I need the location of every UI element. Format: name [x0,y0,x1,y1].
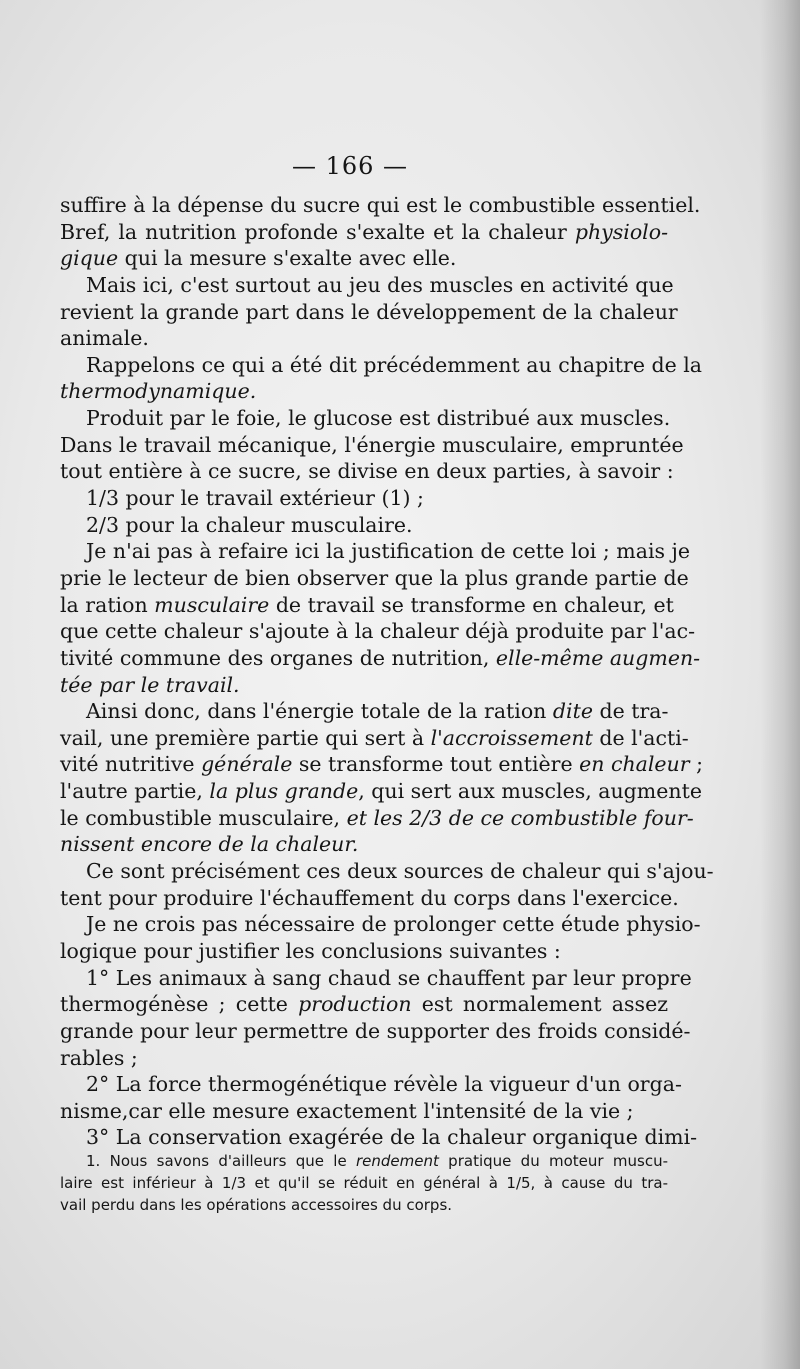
italic-term: dite [552,699,593,724]
text-line: Rappelons ce qui a été dit précédemment au chapitre de la [86,352,703,377]
page-number: — 166 — [291,152,409,180]
italic-term: tée par le travail. [60,672,240,697]
text-line: la ration musculaire de travail se transforme en chaleur, et [60,592,674,617]
text-line: vité nutritive générale se transforme tout entière en chaleur ; [60,752,703,777]
italic-term: et les 2/3 de ce combustible four- [346,805,694,830]
page-edge-shadow [760,0,800,1369]
footnote [60,1150,668,1216]
text-line: le combustible musculaire, et les 2/3 de ce combustible four- [60,805,694,830]
text-line: tivité commune des organes de nutrition, elle-même augmen- [60,645,701,670]
text-line: 2° La force thermogénétique révèle la vigueur d'un orga- [86,1072,682,1097]
text-line: suffire à la dépense du sucre qui est le combustible essentiel. [60,193,701,217]
text-line: l'autre partie, la plus grande, qui sert aux muscles, augmente [60,779,702,804]
text-line: animale. [60,326,149,351]
text-line: 1/3 pour le travail extérieur (1) ; [86,486,424,511]
italic-term: en chaleur [579,752,690,777]
italic-term: physiolo- [574,219,668,244]
text-line: Mais ici, c'est surtout au jeu des muscles en activité que [86,272,674,297]
text-line: logique pour justifier les conclusions suivantes : [60,938,561,963]
footnote-line: laire est inférieur à 1/3 et qu'il se réduit en général à 1/5, à cause du tra- [60,1174,668,1192]
italic-term: thermodynamique. [60,379,257,404]
text-line [60,378,668,405]
text-line: 1° Les animaux à sang chaud se chauffent par leur propre [86,965,692,990]
text-line: rables ; [60,1045,138,1070]
footnote-line: vail perdu dans les opérations accessoires du corps. [60,1196,453,1214]
text-line: Ainsi donc, dans l'énergie totale de la ration dite de tra- [86,699,669,724]
text-line: thermogénèse ; cette production est normalement assez [60,992,668,1017]
text-line: Ce sont précisément ces deux sources de chaleur qui s'ajou- [86,859,714,884]
italic-term: nissent encore de la chaleur. [60,832,359,857]
italic-term: la plus grande [209,779,359,804]
text-line: Bref, la nutrition profonde s'exalte et la chaleur physiolo- [60,219,668,244]
text-line: Je ne crois pas nécessaire de prolonger cette étude physio- [86,912,701,937]
text-line: grande pour leur permettre de supporter des froids considé- [60,1018,691,1043]
text-line: que cette chaleur s'ajoute à la chaleur déjà produite par l'ac- [60,619,695,644]
text-line: 3° La conservation exagérée de la chaleur organique dimi- [86,1125,698,1150]
text-line: Je n'ai pas à refaire ici la justification de cette loi ; mais je [86,539,691,564]
text-line: Dans le travail mécanique, l'énergie musculaire, empruntée [60,432,684,457]
text-line [60,831,668,858]
body-text [60,192,714,1151]
italic-term: générale [201,752,293,777]
text-line: 2/3 pour la chaleur musculaire. [86,512,413,537]
text-line [60,672,668,699]
text-line: gique qui la mesure s'exalte avec elle. [60,246,457,271]
footnote-line: 1. Nous savons d'ailleurs que le rendement pratique du moteur muscu- [86,1152,668,1170]
italic-term: production [298,992,412,1017]
italic-term: elle-même augmen- [495,645,701,670]
italic-term: l'accroissement [430,725,593,750]
italic-term: musculaire [154,592,270,617]
italic-term: gique [60,246,119,271]
text-line: revient la grande part dans le développement de la chaleur [60,299,678,324]
text-line: nisme,car elle mesure exactement l'intensité de la vie ; [60,1098,634,1123]
text-line: vail, une première partie qui sert à l'accroissement de l'acti- [60,725,689,750]
text-line: tout entière à ce sucre, se divise en deux parties, à savoir : [60,459,674,484]
italic-term: rendement [355,1152,439,1170]
text-line: prie le lecteur de bien observer que la plus grande partie de [60,565,689,590]
text-line: Produit par le foie, le glucose est distribué aux muscles. [86,406,671,431]
text-line: tent pour produire l'échauffement du corps dans l'exercice. [60,885,679,910]
